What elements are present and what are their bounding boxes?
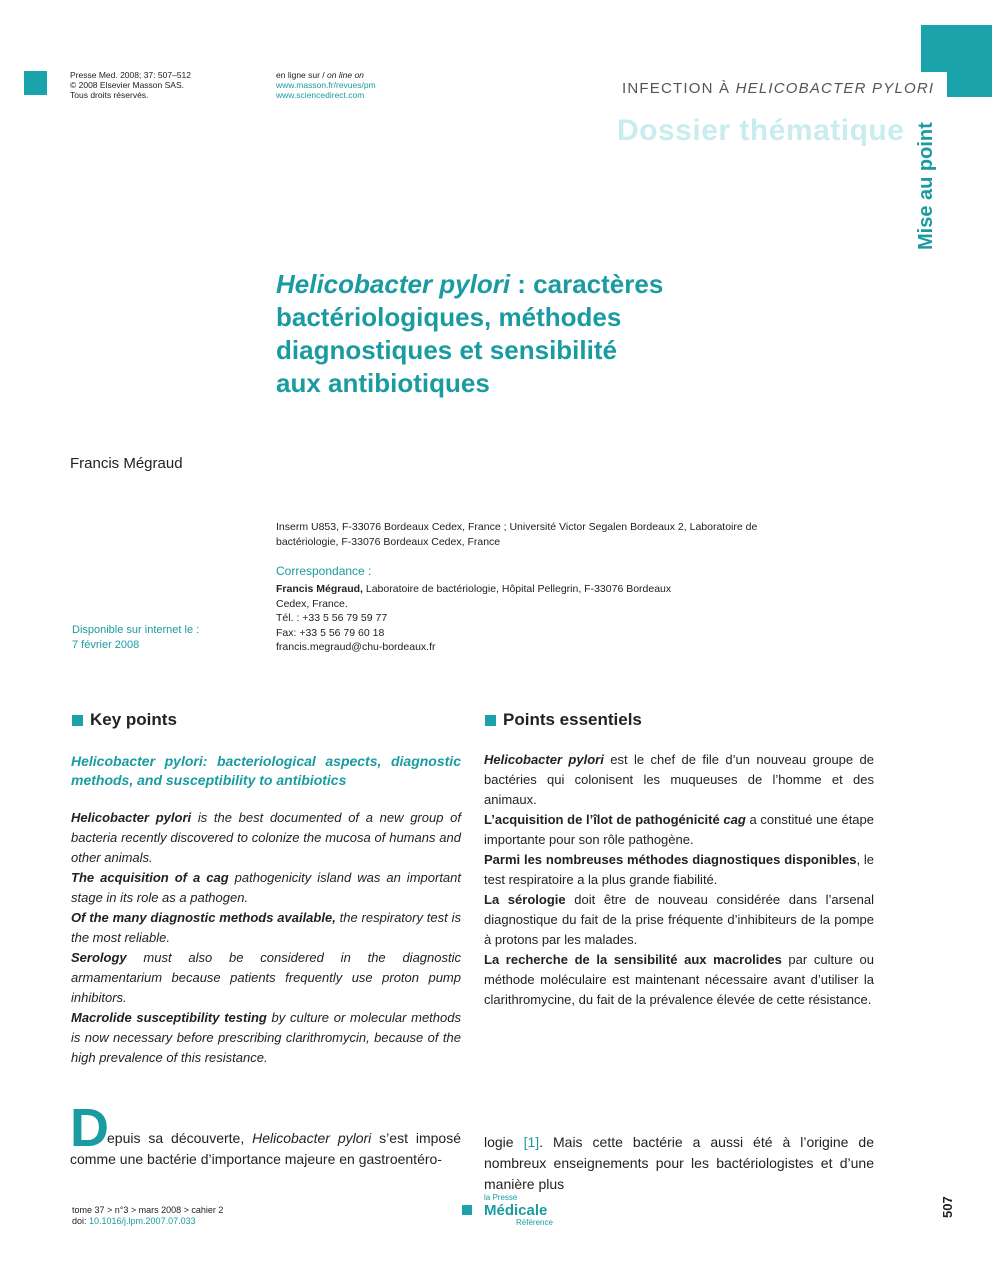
list-item: L’acquisition de l’îlot de pathogénicité cag a constitué une étape importante pour son rôle pathogène. (484, 812, 875, 847)
corr-tel: Tél. : +33 5 56 79 59 77 (276, 612, 388, 624)
journal-logo: la Presse Médicale Référence (484, 1193, 553, 1227)
body-right-column: logie [1]. Mais cette bactérie a aussi été à l’origine de nombreux enseignements pour les bactériologistes et d’une manière plus (484, 1134, 875, 1192)
list-item: Helicobacter pylori est le chef de file d’un nouveau groupe de bactéries qui colonisent les muqueuses de l’homme et des animaux. (484, 752, 875, 807)
corr-email[interactable]: francis.megraud@chu-bordeaux.fr (276, 641, 436, 653)
corr-name: Francis Mégraud, (276, 583, 363, 595)
doi-link[interactable]: 10.1016/j.lpm.2007.07.033 (89, 1216, 196, 1226)
list-item: La recherche de la sensibilité aux macrolides par culture ou méthode moléculaire est maintenant nécessaire avant d’utiliser la clarithromycine, du fait de la prévalence élevée de cette résistance. (484, 952, 874, 1007)
vertical-label: Mise au point (915, 122, 937, 250)
section-title: INFECTION À HELICOBACTER PYLORI (622, 80, 935, 97)
citation-block (70, 70, 191, 100)
header-left-square (24, 71, 47, 95)
online-label-en: on line on (327, 70, 364, 80)
citation-line2: © 2008 Elsevier Masson SAS. (70, 80, 184, 90)
masson-link[interactable]: www.masson.fr/revues/pm (276, 80, 376, 90)
drop-cap: D (70, 1098, 109, 1158)
list-item: Of the many diagnostic methods available, the respiratory test is the most reliable. (71, 910, 461, 945)
correspondence-heading: Correspondance : (276, 564, 372, 578)
article-title: Helicobacter pylori : caractères bactériologiques, méthodes diagnostiques et sensibilité aux antibiotiques (276, 269, 664, 398)
footer-logo-square (462, 1205, 472, 1215)
online-block (276, 70, 376, 100)
list-item: La sérologie doit être de nouveau considérée dans l’arsenal diagnostique du fait de la prise fréquente d’inhibiteurs de la pompe à protons par les malades. (484, 892, 874, 947)
author: Francis Mégraud (70, 455, 183, 472)
points-essentiels-square (485, 715, 496, 726)
corr-fax: Fax: +33 5 56 79 60 18 (276, 626, 385, 639)
citation-line3: Tous droits réservés. (70, 90, 149, 100)
title-species: Helicobacter pylori (276, 269, 511, 299)
key-points-heading: Key points (90, 710, 177, 729)
footer-issue: tome 37 > n°3 > mars 2008 > cahier 2 doi: 10.1016/j.lpm.2007.07.033 (72, 1205, 224, 1226)
key-points-subtitle: Helicobacter pylori: bacteriological aspects, diagnostic methods, and susceptibility to antibiotics (71, 753, 461, 788)
reference-link[interactable]: [1] (523, 1134, 540, 1150)
points-essentiels-heading: Points essentiels (503, 710, 642, 729)
list-item: The acquisition of a cag pathogenicity island was an important stage in its role as a pathogen. (71, 870, 461, 905)
body-left-column: epuis sa découverte, Helicobacter pylori s’est imposé comme une bactérie d’importance majeure en gastroentéro- (70, 1130, 461, 1167)
key-points-list (71, 808, 461, 1068)
correspondence-block: Francis Mégraud, Laboratoire de bactériologie, Hôpital Pellegrin, F-33076 Bordeaux Cedex, France. Tél. : +33 5 56 79 59 77 Fax: +33 5 56 79 60 18 francis.megraud@chu-bordeaux.fr (276, 583, 672, 653)
points-essentiels-list (484, 750, 874, 1010)
affiliation: Inserm U853, F-33076 Bordeaux Cedex, France ; Université Victor Segalen Bordeaux 2, Laboratoire de bactériologie, F-33076 Bordeaux Cedex, France (276, 521, 758, 548)
availability: Disponible sur internet le : 7 février 2008 (72, 624, 200, 651)
page-number: 507 (940, 1196, 955, 1218)
citation-line1: Presse Med. 2008; 37: 507–512 (70, 70, 191, 80)
list-item: Serology must also be considered in the diagnostic armamentarium because patients frequently use proton pump inhibitors. (71, 950, 461, 1005)
list-item: Macrolide susceptibility testing by culture or molecular methods is now necessary before prescribing clarithromycin, because of the high prevalence of this resistance. (71, 1010, 461, 1065)
list-item: Parmi les nombreuses méthodes diagnostiques disponibles, le test respiratoire a la plus grande fiabilité. (484, 852, 875, 887)
online-label-fr: en ligne sur / (276, 70, 328, 80)
sciencedirect-link[interactable]: www.sciencedirect.com (276, 90, 365, 100)
list-item: Helicobacter pylori is the best documented of a new group of bacteria recently discovered to colonize the mucosa of humans and other animals. (71, 810, 461, 865)
dossier-title: Dossier thématique (617, 114, 905, 147)
key-points-square (72, 715, 83, 726)
